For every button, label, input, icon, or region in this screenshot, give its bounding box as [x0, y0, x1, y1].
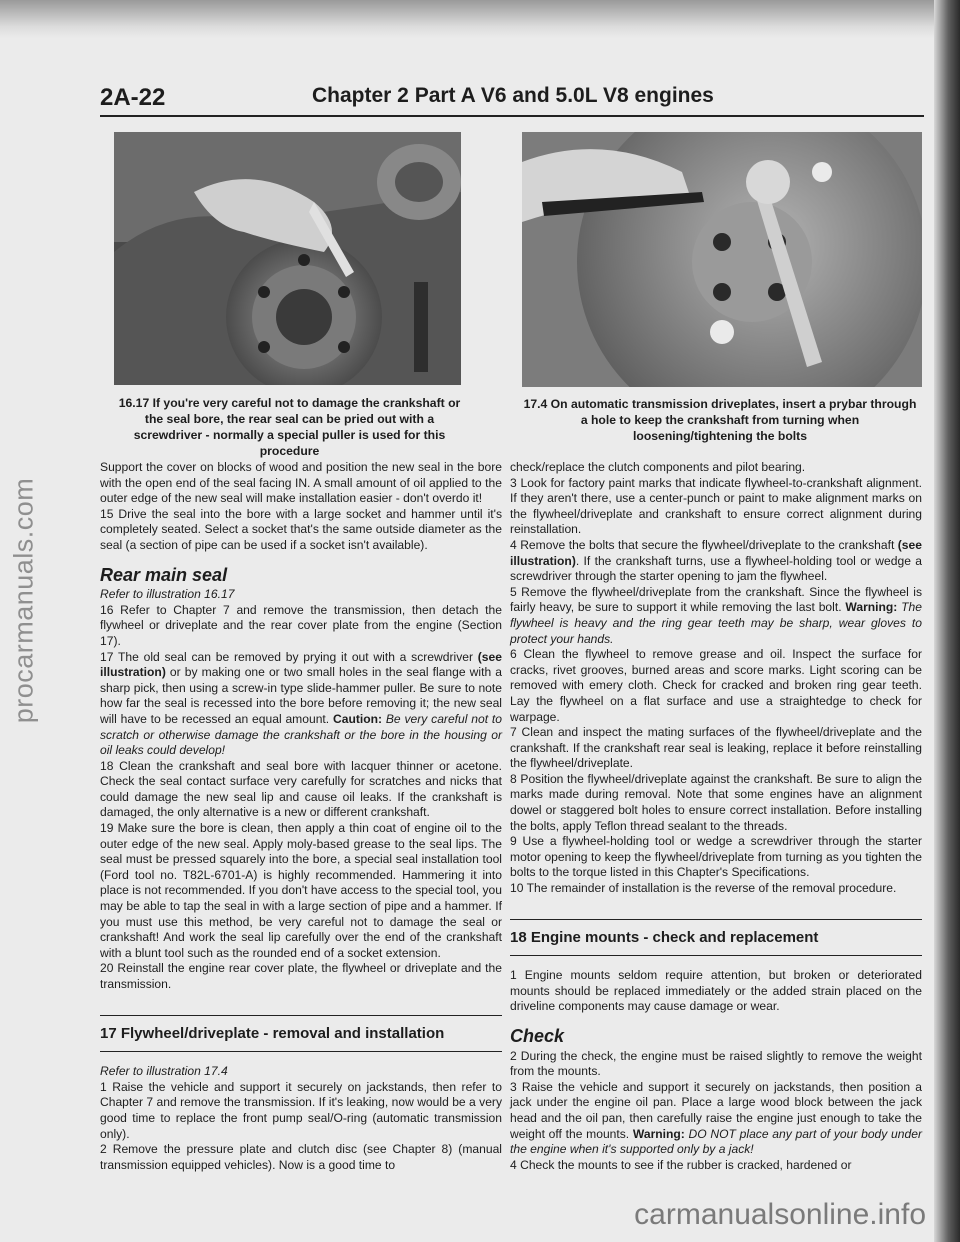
figure-17-4-photo — [522, 132, 922, 387]
paragraph-17 — [100, 650, 502, 759]
paragraph-2: 2 Remove the pressure plate and clutch disc (see Chapter 8) (manual transmission equipped vehicles). Now is a good time to — [100, 1142, 502, 1172]
page-top-shadow — [0, 0, 960, 38]
spacer — [100, 993, 502, 1007]
paragraph-18-1: 1 Engine mounts seldom require attention, but broken or deteriorated mounts should be replaced immediately or the added strain placed on the driveline components may cause damage or wear. — [510, 968, 922, 1014]
paragraph-17-text-cont: or by making one or two small holes in the seal flange with a sharp pick, then using a screw-in type slide-hammer puller. Be sure to note how far the seal is recessed into the bore before removing it; the new seal will have to be recessed an equal amount. — [100, 665, 502, 726]
warning-label: Warning: — [845, 600, 898, 615]
caution-text: Be very careful not to scratch or otherwise damage the crankshaft or the bore in the housing or oil leaks could develop! — [100, 711, 502, 758]
see-illustration-ref: (see illustration) — [510, 537, 922, 568]
paragraph-3: 3 Look for factory paint marks that indicate flywheel-to-crankshaft alignment. If they aren't there, use a center-punch or paint to make alignment marks on the flywheel/driveplate and crankshaft to ensure correct alignment during reinstallation. — [510, 475, 922, 537]
paragraph-4 — [510, 538, 922, 585]
watermark-bottom: carmanualsonline.info — [634, 1198, 926, 1231]
paragraph-17-text: 17 The old seal can be removed by prying it out with a screwdriver — [100, 649, 478, 664]
warning-text: DO NOT place any part of your body under the engine when it's supported only by a jack! — [510, 1126, 922, 1157]
chapter-title: Chapter 2 Part A V6 and 5.0L V8 engines — [312, 84, 714, 107]
right-column — [510, 460, 922, 1173]
paragraph-16: 16 Refer to Chapter 7 and remove the transmission, then detach the flywheel or driveplate and the rear cover plate from the engine (Section 17). — [100, 602, 502, 648]
paragraph-9: 9 Use a flywheel-holding tool or wedge a screwdriver through the starter motor opening to keep the flywheel/driveplate from turning as you tighten the bolts to the torque listed in this Chapter's Specifications. — [510, 834, 922, 880]
paragraph-4-text-cont: . If the crankshaft turns, use a flywheel-holding tool or wedge a screwdriver through the starter opening to jam the flywheel. — [510, 553, 922, 584]
paragraph-10: 10 The remainder of installation is the reverse of the removal procedure. — [510, 881, 897, 896]
watermark-left — [4, 420, 44, 780]
paragraph-19: 19 Make sure the bore is clean, then apply a thin coat of engine oil to the outer edge of the new seal. Apply moly-based grease to the seal lips. The seal must be pressed squarely into the bore, a special seal installation tool (Ford tool no. T82L-6701-A) is highly recommended. Hammering it into place is not recommended. If you don't have access to the special tool, you may be able to tap the seal in with a large section of pipe and a hammer. If you must use this method, be very careful not to damage the seal or crankshaft! And work the seal lip carefully over the end of the crankshaft with a blunt tool such as the rounded end of a socket extension. — [100, 821, 502, 960]
paragraph-8: 8 Position the flywheel/driveplate against the crankshaft. Be sure to align the marks made during removal. Note that some engines have an alignment dowel or staggered bolt holes to ensure correct installation. Before installing the bolts, apply Teflon thread sealant to the threads. — [510, 771, 922, 833]
watermark-left-text: procarmanuals.com — [8, 477, 39, 724]
figure-17-4-caption: 17.4 On automatic transmission driveplates, insert a prybar through a hole to keep the crankshaft from turning when loosening/tightening the bolts — [523, 397, 917, 443]
figure-16-17-caption: 16.17 If you're very careful not to damage the crankshaft or the seal bore, the rear seal can be pried out with a screwdriver - normally a special puller is used for this procedure — [118, 396, 461, 458]
paragraph-18-3-text: 3 Raise the vehicle and support it securely on jackstands, then position a jack under the engine oil pan. Place a large wood block between the jack head and the oil pan, then carefully raise the engine just enough to take the weight off the mounts. — [510, 1079, 922, 1141]
section-17-heading: 17 Flywheel/driveplate - removal and installation — [100, 1015, 502, 1053]
warning-label: Warning: — [632, 1126, 685, 1141]
flywheel-prybar-photo — [522, 132, 922, 387]
caution-label: Caution: — [332, 711, 383, 726]
warning-text: The flywheel is heavy and the ring gear teeth may be sharp, wear gloves to protect your hands. — [510, 600, 923, 646]
subhead-check: Check — [510, 1026, 565, 1046]
subhead-rear-main-seal: Rear main seal — [100, 564, 228, 585]
page-binding-edge — [934, 0, 960, 1242]
paragraph-1: 1 Raise the vehicle and support it securely on jackstands, then refer to Chapter 7 and remove the transmission. If it's leaking, now would be a very good time to replace the front pump seal/O-ring (automatic transmission only). — [100, 1079, 502, 1141]
left-column — [100, 460, 502, 1173]
paragraph-5-text: 5 Remove the flywheel/driveplate from the crankshaft. Since the flywheel is fairly heavy, be sure to support it while removing the last bolt. — [510, 584, 922, 615]
spacer — [510, 897, 922, 911]
see-illustration-ref: (see illustration) — [100, 649, 502, 680]
paragraph-7: 7 Clean and inspect the mating surfaces of the flywheel/driveplate and the crankshaft. If the crankshaft rear seal is leaking, replace it before reinstalling the flywheel/driveplate. — [510, 725, 922, 771]
intro-paragraph: Support the cover on blocks of wood and position the new seal in the bore with the open end of the seal facing IN. A small amount of oil applied to the outer edge of the new seal will make installation easier - don't overdo it! — [100, 460, 502, 506]
paragraph-20: 20 Reinstall the engine rear cover plate, the flywheel or driveplate and the transmission. — [100, 961, 502, 991]
figure-16-17-photo — [114, 132, 461, 385]
engine-rear-seal-photo — [114, 132, 461, 385]
paragraph-18: 18 Clean the crankshaft and seal bore with lacquer thinner or acetone. Check the seal contact surface very carefully for scratches and nicks that could damage the new seal lip and cause oil leaks. If the crankshaft is damaged, the only alternative is a new or different crankshaft. — [100, 758, 502, 820]
paragraph-4-text: 4 Remove the bolts that secure the flywheel/driveplate to the crankshaft — [510, 537, 898, 552]
continued-paragraph: check/replace the clutch components and pilot bearing. — [510, 460, 806, 474]
paragraph-18-2: 2 During the check, the engine must be raised slightly to remove the weight from the mounts. — [510, 1048, 922, 1079]
paragraph-6: 6 Clean the flywheel to remove grease and oil. Inspect the surface for cracks, rivet grooves, burned areas and score marks. Light scoring can be removed with emery cloth. Check for cracked and broken ring gear teeth. Lay the flywheel on a flat surface and use a straightedge to check for warpage. — [510, 647, 922, 724]
illustration-reference: Refer to illustration 17.4 — [100, 1064, 228, 1079]
page-number: 2A-22 — [100, 84, 166, 111]
paragraph-5 — [510, 585, 922, 647]
header-rule — [100, 115, 924, 117]
illustration-reference: Refer to illustration 16.17 — [100, 587, 235, 602]
paragraph-18-4: 4 Check the mounts to see if the rubber is cracked, hardened or — [510, 1157, 852, 1172]
paragraph-15: 15 Drive the seal into the bore with a large socket and hammer until it's completely seated. Select a socket that's the same outside diameter as the seal (a section of pipe can be used if a socket isn't available). — [100, 506, 502, 552]
paragraph-18-3 — [510, 1080, 922, 1158]
section-18-heading: 18 Engine mounts - check and replacement — [510, 919, 922, 957]
